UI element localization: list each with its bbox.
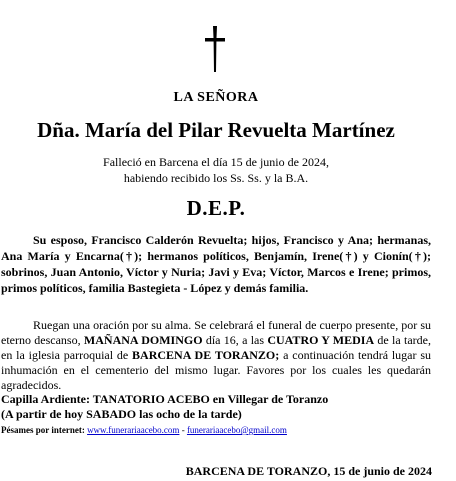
family-paragraph xyxy=(1,232,431,296)
chapel-hours: (A partir de hoy SABADO las ocho de la tarde) xyxy=(1,407,242,421)
condolences-line xyxy=(1,424,431,436)
chapel-line: Capilla Ardiente: TANATORIO ACEBO en Villegar de Toranzo xyxy=(1,392,329,406)
funeral-paragraph xyxy=(1,318,431,393)
funeral-day: MAÑANA DOMINGO xyxy=(83,333,203,347)
link-separator: - xyxy=(179,425,187,435)
death-date-line: Falleció en Barcena el día 15 de junio de 2024, xyxy=(103,155,329,169)
prayer-text-3: de la tarde, en la iglesia parroquial de xyxy=(1,333,431,362)
website-link[interactable]: www.funerariaacebo.com xyxy=(87,425,180,435)
funeral-place: BARCENA DE TORANZO; xyxy=(132,348,280,362)
family-text: Su esposo, Francisco Calderón Revuelta; hijos, Francisco y Ana; hermanas, Ana María y Encarna(†); hermanos políticos, Benjamín, Irene(†) y Cionín(†); sobrinos, Juan Antonio, Víctor y Nuria; Javi y Eva; Víctor, Marcos e Irene; primos, primos políticos, familia Bastegieta - López y demás familia. xyxy=(1,233,431,295)
prayer-text-2: día 16, a las xyxy=(202,333,268,347)
email-link[interactable]: funerariaacebo@gmail.com xyxy=(186,425,287,435)
deceased-name: Dña. María del Pilar Revuelta Martínez xyxy=(37,118,395,142)
condolences-label: Pésames por internet: xyxy=(1,425,85,435)
title-label: LA SEÑORA xyxy=(173,90,259,105)
cross-icon xyxy=(203,26,227,72)
funeral-time: CUATRO Y MEDIA xyxy=(267,333,375,347)
place-date-footer: BARCENA DE TORANZO, 15 de junio de 2024 xyxy=(185,464,432,478)
death-info xyxy=(0,154,432,186)
prayer-text-4: a continuación tendrá lugar su inhumación en el cementerio del mismo lugar. Favores por los cuales les quedarán agradecidos. xyxy=(1,348,431,392)
prayer-text-1: Ruegan una oración por su alma. Se celebrará el funeral de cuerpo presente, por su eterno descanso, xyxy=(1,318,431,347)
chapel-info xyxy=(1,392,431,422)
sacraments-line: habiendo recibido los Ss. Ss. y la B.A. xyxy=(123,171,309,185)
dep-heading: D.E.P. xyxy=(186,196,246,220)
